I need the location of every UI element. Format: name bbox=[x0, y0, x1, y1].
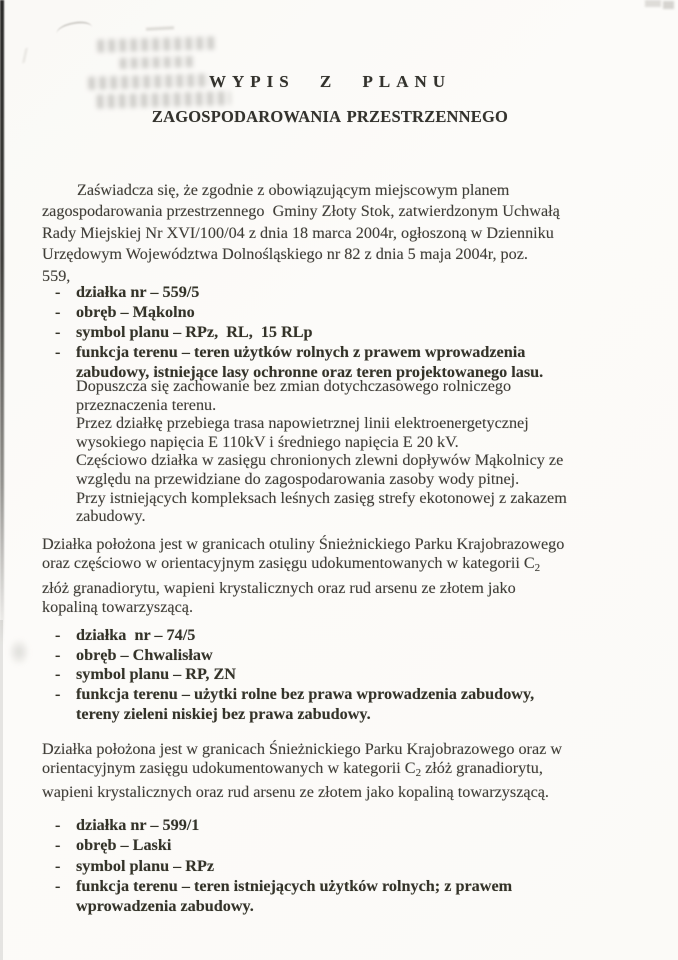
bullet-text bbox=[76, 302, 195, 322]
intro-line: zagospodarowania przestrzennego Gminy Złoty Stok, zatwierdzonym Uchwałą bbox=[42, 202, 560, 221]
intro-line: Urzędowym Województwa Dolnośląskiego nr 82 z dnia 5 maja 2004r, poz. bbox=[42, 245, 528, 264]
paragraph-otulina bbox=[42, 535, 564, 617]
stamp-blur-row bbox=[96, 91, 230, 109]
note-line: Częściowo działka w zasięgu chronionych zlewni dopływów Mąkolnicy ze bbox=[76, 451, 564, 470]
paragraph-text: oraz częściowo w orientacyjnym zasięgu udokumentowanych w kategorii C bbox=[42, 554, 535, 573]
bullet-item bbox=[42, 665, 534, 685]
paragraph-line: Działka położona jest w granicach Śnieżnickiego Parku Krajobrazowego oraz w bbox=[42, 740, 563, 758]
bullet-line: działka nr – 74/5 bbox=[76, 626, 196, 644]
bullet-dash: - bbox=[55, 816, 61, 834]
scan-top-right-mark bbox=[645, 0, 661, 7]
note-line: Przez działkę przebiega trasa napowietrznej linii elektroenergetycznej bbox=[76, 414, 529, 433]
subscript: 2 bbox=[534, 562, 541, 575]
scan-top-right-mark bbox=[663, 1, 674, 9]
paragraph-text: złóż granadiorytu, bbox=[421, 758, 543, 777]
bullet-line: działka nr – 559/5 bbox=[76, 283, 200, 301]
bullet-dash: - bbox=[55, 283, 61, 301]
note-line: względu na przewidziane do zagospodarowania zasoby wody pitnej. bbox=[76, 469, 520, 488]
note-line: Przy istniejących kompleksach leśnych zasięg strefy ekotonowej z zakazem bbox=[76, 488, 567, 507]
bullet-text bbox=[76, 646, 213, 666]
bullet-line: obręb – Mąkolno bbox=[76, 303, 195, 321]
bullet-text bbox=[76, 342, 543, 382]
intro-line: Zaświadcza się, że zgodnie z obowiązującym miejscowym planem bbox=[77, 181, 510, 199]
paragraph-line: wapieni krystalicznych oraz rud arsenu ze złotem jako kopaliną towarzyszącą. bbox=[42, 782, 549, 801]
pencil-mark bbox=[146, 26, 174, 30]
bullet-text bbox=[76, 665, 236, 685]
bullet-item bbox=[42, 646, 534, 666]
scan-smudge bbox=[8, 638, 30, 666]
bullet-text bbox=[76, 626, 195, 646]
bullet-dash: - bbox=[55, 856, 61, 875]
bullet-item bbox=[42, 302, 543, 322]
intro-paragraph bbox=[42, 180, 560, 287]
bullet-line: obręb – Chwalisław bbox=[76, 645, 213, 664]
paragraph-park bbox=[42, 740, 562, 801]
bullet-dash: - bbox=[55, 626, 61, 644]
bullet-dash: - bbox=[55, 343, 61, 361]
bullet-dash: - bbox=[55, 323, 61, 341]
bullet-text bbox=[76, 856, 214, 876]
paragraph-line: Działka położona jest w granicach otuliny Śnieżnickiego Parku Krajobrazowego bbox=[42, 535, 565, 553]
parcel-74-details bbox=[42, 626, 534, 725]
bullet-line: zabudowy, istniejące lasy ochronne oraz teren projektowanego lasu. bbox=[76, 363, 544, 381]
paragraph-line bbox=[42, 554, 564, 578]
bullet-line: działka nr – 599/1 bbox=[76, 816, 200, 834]
note-line: wysokiego napięcia E 110kV i średniego napięcia E 20 kV. bbox=[76, 432, 459, 451]
bullet-line: obręb – Laski bbox=[76, 836, 172, 855]
bullet-item bbox=[42, 342, 543, 382]
bullet-dash: - bbox=[55, 685, 61, 704]
paragraph-line: złóż granadiorytu, wapieni krystalicznych oraz rud arsenu ze złotem jako bbox=[42, 578, 516, 597]
note-line: przeznaczenia terenu. bbox=[76, 395, 217, 414]
bullet-line: wprowadzenia zabudowy. bbox=[76, 897, 254, 916]
bullet-item bbox=[42, 626, 534, 646]
bullet-line: symbol planu – RPz, RL, 15 RLp bbox=[76, 323, 313, 341]
parcel-559-notes bbox=[76, 377, 567, 526]
paragraph-line bbox=[42, 759, 562, 783]
pencil-mark bbox=[22, 48, 37, 63]
bullet-line: funkcja terenu – teren istniejących użytków rolnych; z prawem bbox=[76, 876, 513, 895]
bullet-text bbox=[76, 685, 534, 724]
stamp-blur-row bbox=[120, 56, 196, 69]
bullet-line: tereny zieleni niskiej bez prawa zabudowy. bbox=[76, 704, 371, 723]
paragraph-line: kopaliną towarzyszącą. bbox=[42, 597, 194, 616]
subscript: 2 bbox=[415, 766, 422, 779]
document-subtitle: ZAGOSPODAROWANIA PRZESTRZENNEGO bbox=[151, 107, 509, 126]
bullet-line: symbol planu – RP, ZN bbox=[76, 665, 236, 684]
bullet-item bbox=[42, 815, 512, 835]
note-line: zabudowy. bbox=[76, 507, 146, 526]
intro-line: Rady Miejskiej Nr XVI/100/04 z dnia 18 marca 2004r, ogłoszoną w Dzienniku bbox=[42, 223, 554, 242]
scan-left-edge-artifact bbox=[0, 0, 4, 645]
bullet-text bbox=[76, 322, 313, 342]
bullet-item bbox=[42, 835, 512, 855]
bullet-item bbox=[42, 282, 543, 302]
intro-line: 559, bbox=[42, 266, 71, 285]
bullet-dash: - bbox=[55, 836, 61, 855]
bullet-item bbox=[42, 856, 512, 876]
bullet-text bbox=[76, 876, 512, 917]
bullet-item bbox=[42, 322, 543, 342]
bullet-text bbox=[76, 815, 199, 835]
paragraph-text: orientacyjnym zasięgu udokumentowanych w kategorii C bbox=[42, 758, 416, 777]
pencil-mark bbox=[56, 20, 93, 34]
bullet-line: symbol planu – RPz bbox=[76, 856, 215, 875]
parcel-559-details bbox=[42, 282, 543, 382]
bullet-line: funkcja terenu – użytki rolne bez prawa wprowadzenia zabudowy, bbox=[76, 685, 535, 704]
bullet-dash: - bbox=[55, 645, 61, 664]
stamp-blur-row bbox=[97, 36, 217, 52]
scan-left-edge-artifact-lower bbox=[0, 620, 3, 960]
bullet-line: funkcja terenu – teren użytków rolnych z prawem wprowadzenia bbox=[76, 343, 526, 361]
parcel-599-details bbox=[42, 815, 512, 916]
note-line: Dopuszcza się zachowanie bez zmian dotychczasowego rolniczego bbox=[76, 377, 512, 395]
document-title: WYPIS Z PLANU bbox=[208, 72, 452, 91]
bullet-text bbox=[76, 282, 199, 302]
bullet-item bbox=[42, 685, 534, 724]
bullet-dash: - bbox=[55, 876, 61, 895]
bullet-dash: - bbox=[55, 303, 61, 321]
bullet-item bbox=[42, 876, 512, 917]
bullet-text bbox=[76, 835, 171, 855]
bullet-dash: - bbox=[55, 665, 61, 684]
